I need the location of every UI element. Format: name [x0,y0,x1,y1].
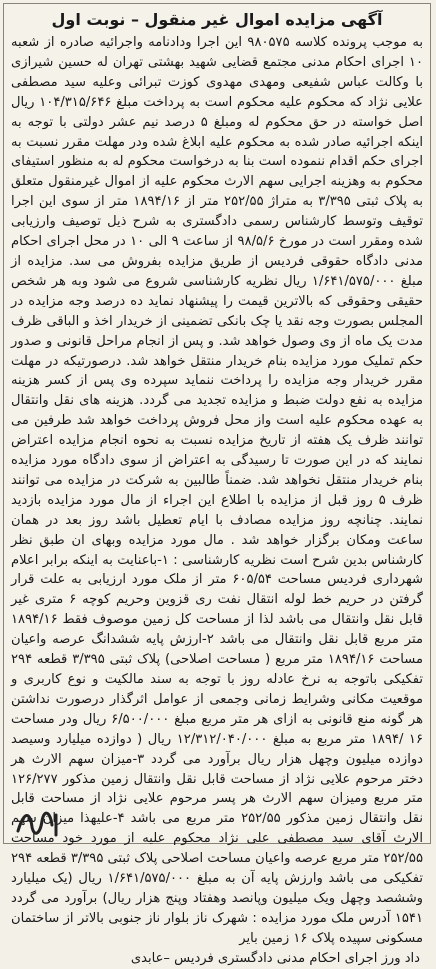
notice-body: به موجب پرونده کلاسه ۹۸۰۵۷۵ این اجرا ودادنامه واجرائیه صادره از شعبه ۱۰ اجرای احکام مدنی مجتمع قضایی شهید بهشتی تهران له حسین شیرازی با وکالت عباس شفیعی ومهدی مهدوی کوزت تبرائی وعلیه سید مصطفی علایی نژاد که محکوم علیه محکوم است به پرداخت مبلغ ۱۰۴/۳۱۵/۶۴۶ ریال اصل خواسته در حق محکوم له ومبلغ ۵ درصد نیم عشر دولتی با توجه به اینکه اجرائیه صادر شده به محکوم علیه ابلاغ شده ودر مهلت مقرر نسبت به اجرای حکم اقدام ننموده است بنا به درخواست محکوم له به منظور استیفای محکوم به وهزینه اجرایی سهم الارث محکوم علیه از اموال غیرمنقول متعلق به پلاک ثبتی ۳/۳۹۵ به متراژ ۲۵۲/۵۵ متر از ۱۸۹۴/۱۶ متر از سوی این اجرا توقیف وتوسط کارشناس رسمی دادگستری به شرح ذیل توصیف وارزیابی شده ومقرر است در مورخ ۹۸/۵/۶ از ساعت ۹ الی ۱۰ در محل اجرای احکام مدنی دادگاه حقوقی فردیس از طریق مزایده بفروش می سد. مزایده از مبلغ ۱/۶۴۱/۵۷۵/۰۰۰ ریال نظریه کارشناسی شروع می شود وبه هر شخص حقیقی وحقوقی که بالاترین قیمت را پیشنهاد نماید ده درصد وجه مزایده در المجلس بصورت وجه نقد یا چک بانکی تضمینی از خریدار اخذ و الباقی ظرف مدت یک ماه از وی وصول خواهد شد. و پس از انجام مراحل قانونی و صدور حکم تملیک مورد مزایده بنام خریدار منتقل خواهد شد. درصورتیکه در مهلت مقرر خریدار وجه مزایده را پرداخت ننماید سپرده وی پس از کسر هزینه مزایده به نفع دولت ضبط و مزایده تجدید می گردد. هزینه های نقل وانتقال به عهده محکوم علیه است واز محل فروش پرداخت خواهد شد طرفین می توانند ظرف یک هفته از تاریخ مزایده نسبت به نحوه انجام مزایده اعتراض نمایند که در این صورت تا رسیدگی به اعتراض از سوی دادگاه مورد مزایده بنام خریدار منتقل نخواهد شد. ضمناً طالبین به شرکت در مزایده می توانند ظرف ۵ روز قبل از مزایده با اطلاع این اجراء از مال مورد مزایده بازدید نمایند. چنانچه روز مزایده مصادف با ایام تعطیل باشد روز بعد در همان ساعت ومکان برگزار خواهد شد . مال مورد مزایده وبهای ان طبق نظر کارشناس بدین شرح است نظریه کارشناسی : ۱-باعنایت به اینکه برابر اعلام شهرداری فردیس مساحت ۶۰۵/۵۴ متر از ملک مورد ارزیابی به علت قرار گرفتن در حریم خط لوله انتقال نفت ری قزوین وحریم کوچه ۶ متری غیر قابل نقل وانتقال می باشد لذا از مساحت کل زمین موصوف فقط ۱۸۹۴/۱۶ متر مربع قابل نقل وانتقال می باشد ۲-ارزش پایه ششدانگ عرصه واعیان مساحت ۱۸۹۴/۱۶ متر مربع ( مساحت اصلاحی) پلاک ثبتی ۳/۳۹۵ قطعه ۲۹۴ تفکیکی باتوجه به نرخ عادله روز با توجه به سند مالکیت و نوع کاربری و موقعیت مکانی وشرایط زمانی وجمعی از عوامل اثرگذار درصورت نداشتن هر گونه منع قانونی به ازای هر متر مربع مبلغ ۶/۵۰۰/۰۰۰ ریال ودر مساحت ۱۶ /۱۸۹۴ متر مربع به مبلغ ۱۲/۳۱۲/۰۴۰/۰۰۰ ریال ( دوازده میلیارد وسیصد دوازده میلیون وچهل هزار ریال برآورد می گردد ۳-میزان سهم الارث هر دختر مرحوم علایی نژاد از مساحت قابل نقل وانتقال زمین مذکور ۱۲۶/۲۷۷ متر مربع ومیزان سهم الارث هر پسر مرحوم علایی نژاد از مساحت قابل نقل وانتقال زمین مذکور ۲۵۲/۵۵ متر مربع می باشد ۴-علیهذا میزان سهم الارث آقای سید مصطفی علی نژاد محکوم علیه از مورد خود مساحت ۲۵۲/۵۵ متر مربع عرصه واعیان مساحت اصلاحی پلاک ثبتی ۳/۳۹۵ قطعه ۲۹۴ تفکیکی می باشد وارزش پایه آن به مبلغ ۱/۶۴۱/۵۷۵/۰۰۰ ریال (یک میلیارد وششصد وچهل ویک میلیون وپانصد وهفتاد وپنج هزار ریال) برآورد می گردد ۱۵۴۱ آدرس ملک مورد مزایده : شهرک ناز بلوار ناز جنوبی بالاتر از ساختمان مسکونی سپیده پلاک ۱۶ زمین بایر [11,35,424,946]
handwritten-mark-icon [10,801,70,841]
auction-notice [3,3,431,966]
notice-title: آگهی مزایده اموال غیر منقول – نوبت اول [51,10,383,29]
notice-signature: داد ورز اجرای احکام مدنی دادگستری فردیس –عابدی [130,950,420,966]
